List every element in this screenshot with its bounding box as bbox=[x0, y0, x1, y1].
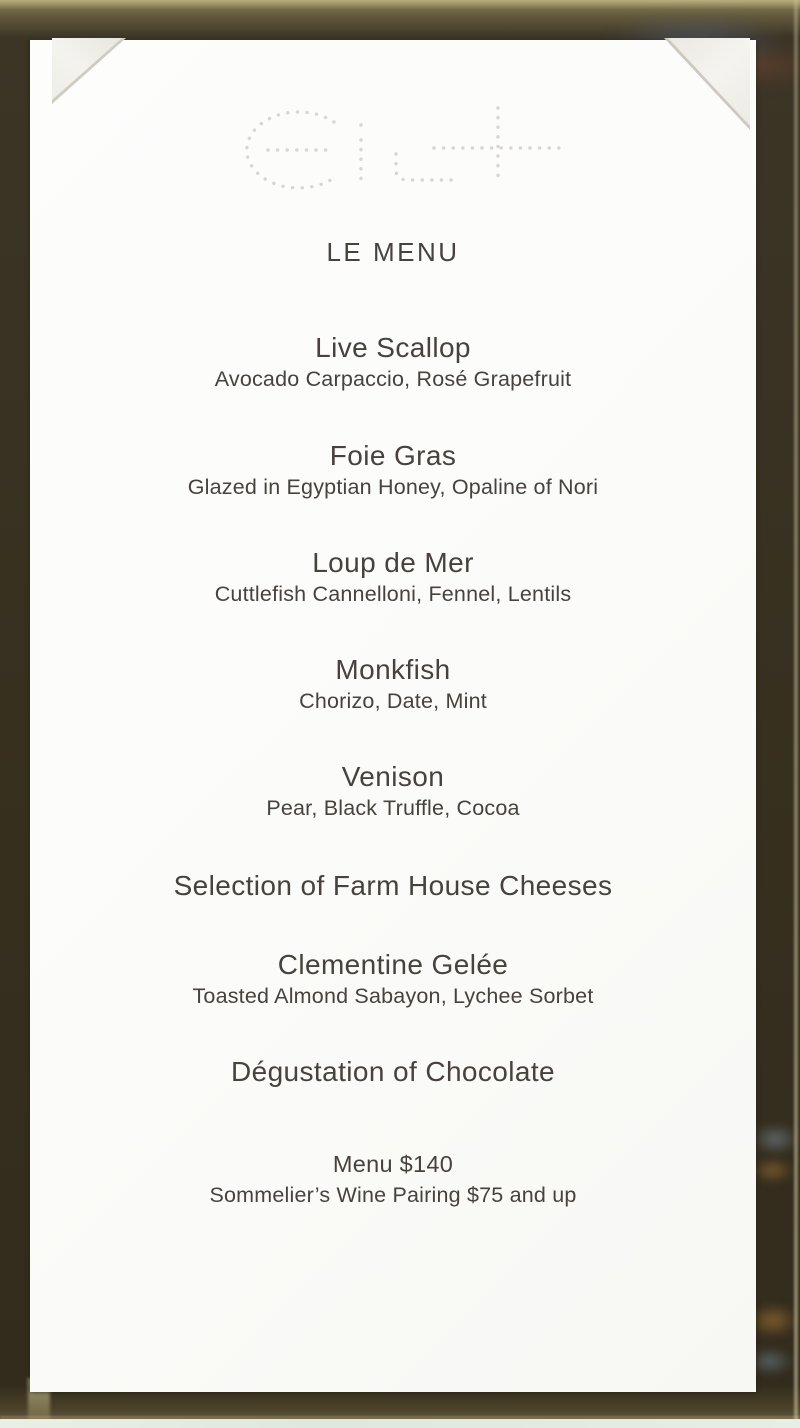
course-venison bbox=[30, 760, 756, 824]
course-name: Dégustation of Chocolate bbox=[230, 1056, 556, 1087]
course-live-scallop bbox=[30, 331, 756, 395]
menu-price: Menu $140 bbox=[332, 1151, 454, 1177]
course-description: Cuttlefish Cannelloni, Fennel, Lentils bbox=[214, 582, 572, 606]
course-description: Chorizo, Date, Mint bbox=[299, 689, 487, 713]
frame-top-highlight bbox=[0, 0, 800, 16]
corner-pocket-top-left bbox=[52, 38, 126, 104]
gilt-embossed-logo bbox=[228, 98, 578, 198]
course-description: Toasted Almond Sabayon, Lychee Sorbet bbox=[192, 984, 594, 1008]
course-name: Live Scallop bbox=[315, 332, 471, 363]
course-foie-gras bbox=[30, 439, 756, 503]
course-monkfish bbox=[30, 653, 756, 717]
menu-heading: LE MENU bbox=[326, 237, 460, 267]
pricing-block bbox=[30, 1148, 756, 1210]
course-description: Avocado Carpaccio, Rosé Grapefruit bbox=[214, 367, 572, 391]
course-description: Pear, Black Truffle, Cocoa bbox=[266, 796, 520, 820]
course-name: Venison bbox=[341, 761, 445, 792]
course-degustation-of-chocolate bbox=[30, 1055, 756, 1088]
course-cheeses bbox=[30, 869, 756, 902]
course-description: Glazed in Egyptian Honey, Opaline of Nori bbox=[187, 475, 599, 499]
course-clementine-gelee bbox=[30, 948, 756, 1012]
frame-right-edge-highlight bbox=[794, 0, 798, 1428]
course-name: Selection of Farm House Cheeses bbox=[173, 870, 613, 901]
corner-pocket-top-right bbox=[664, 38, 750, 130]
course-name: Monkfish bbox=[335, 654, 451, 685]
scan-edge-strip bbox=[0, 1419, 800, 1428]
course-name: Clementine Gelée bbox=[277, 949, 509, 980]
menu-card bbox=[30, 40, 756, 1392]
course-loup-de-mer bbox=[30, 546, 756, 610]
wine-pairing-price: Sommelier’s Wine Pairing $75 and up bbox=[209, 1183, 577, 1207]
course-name: Foie Gras bbox=[329, 440, 457, 471]
course-name: Loup de Mer bbox=[312, 547, 474, 578]
